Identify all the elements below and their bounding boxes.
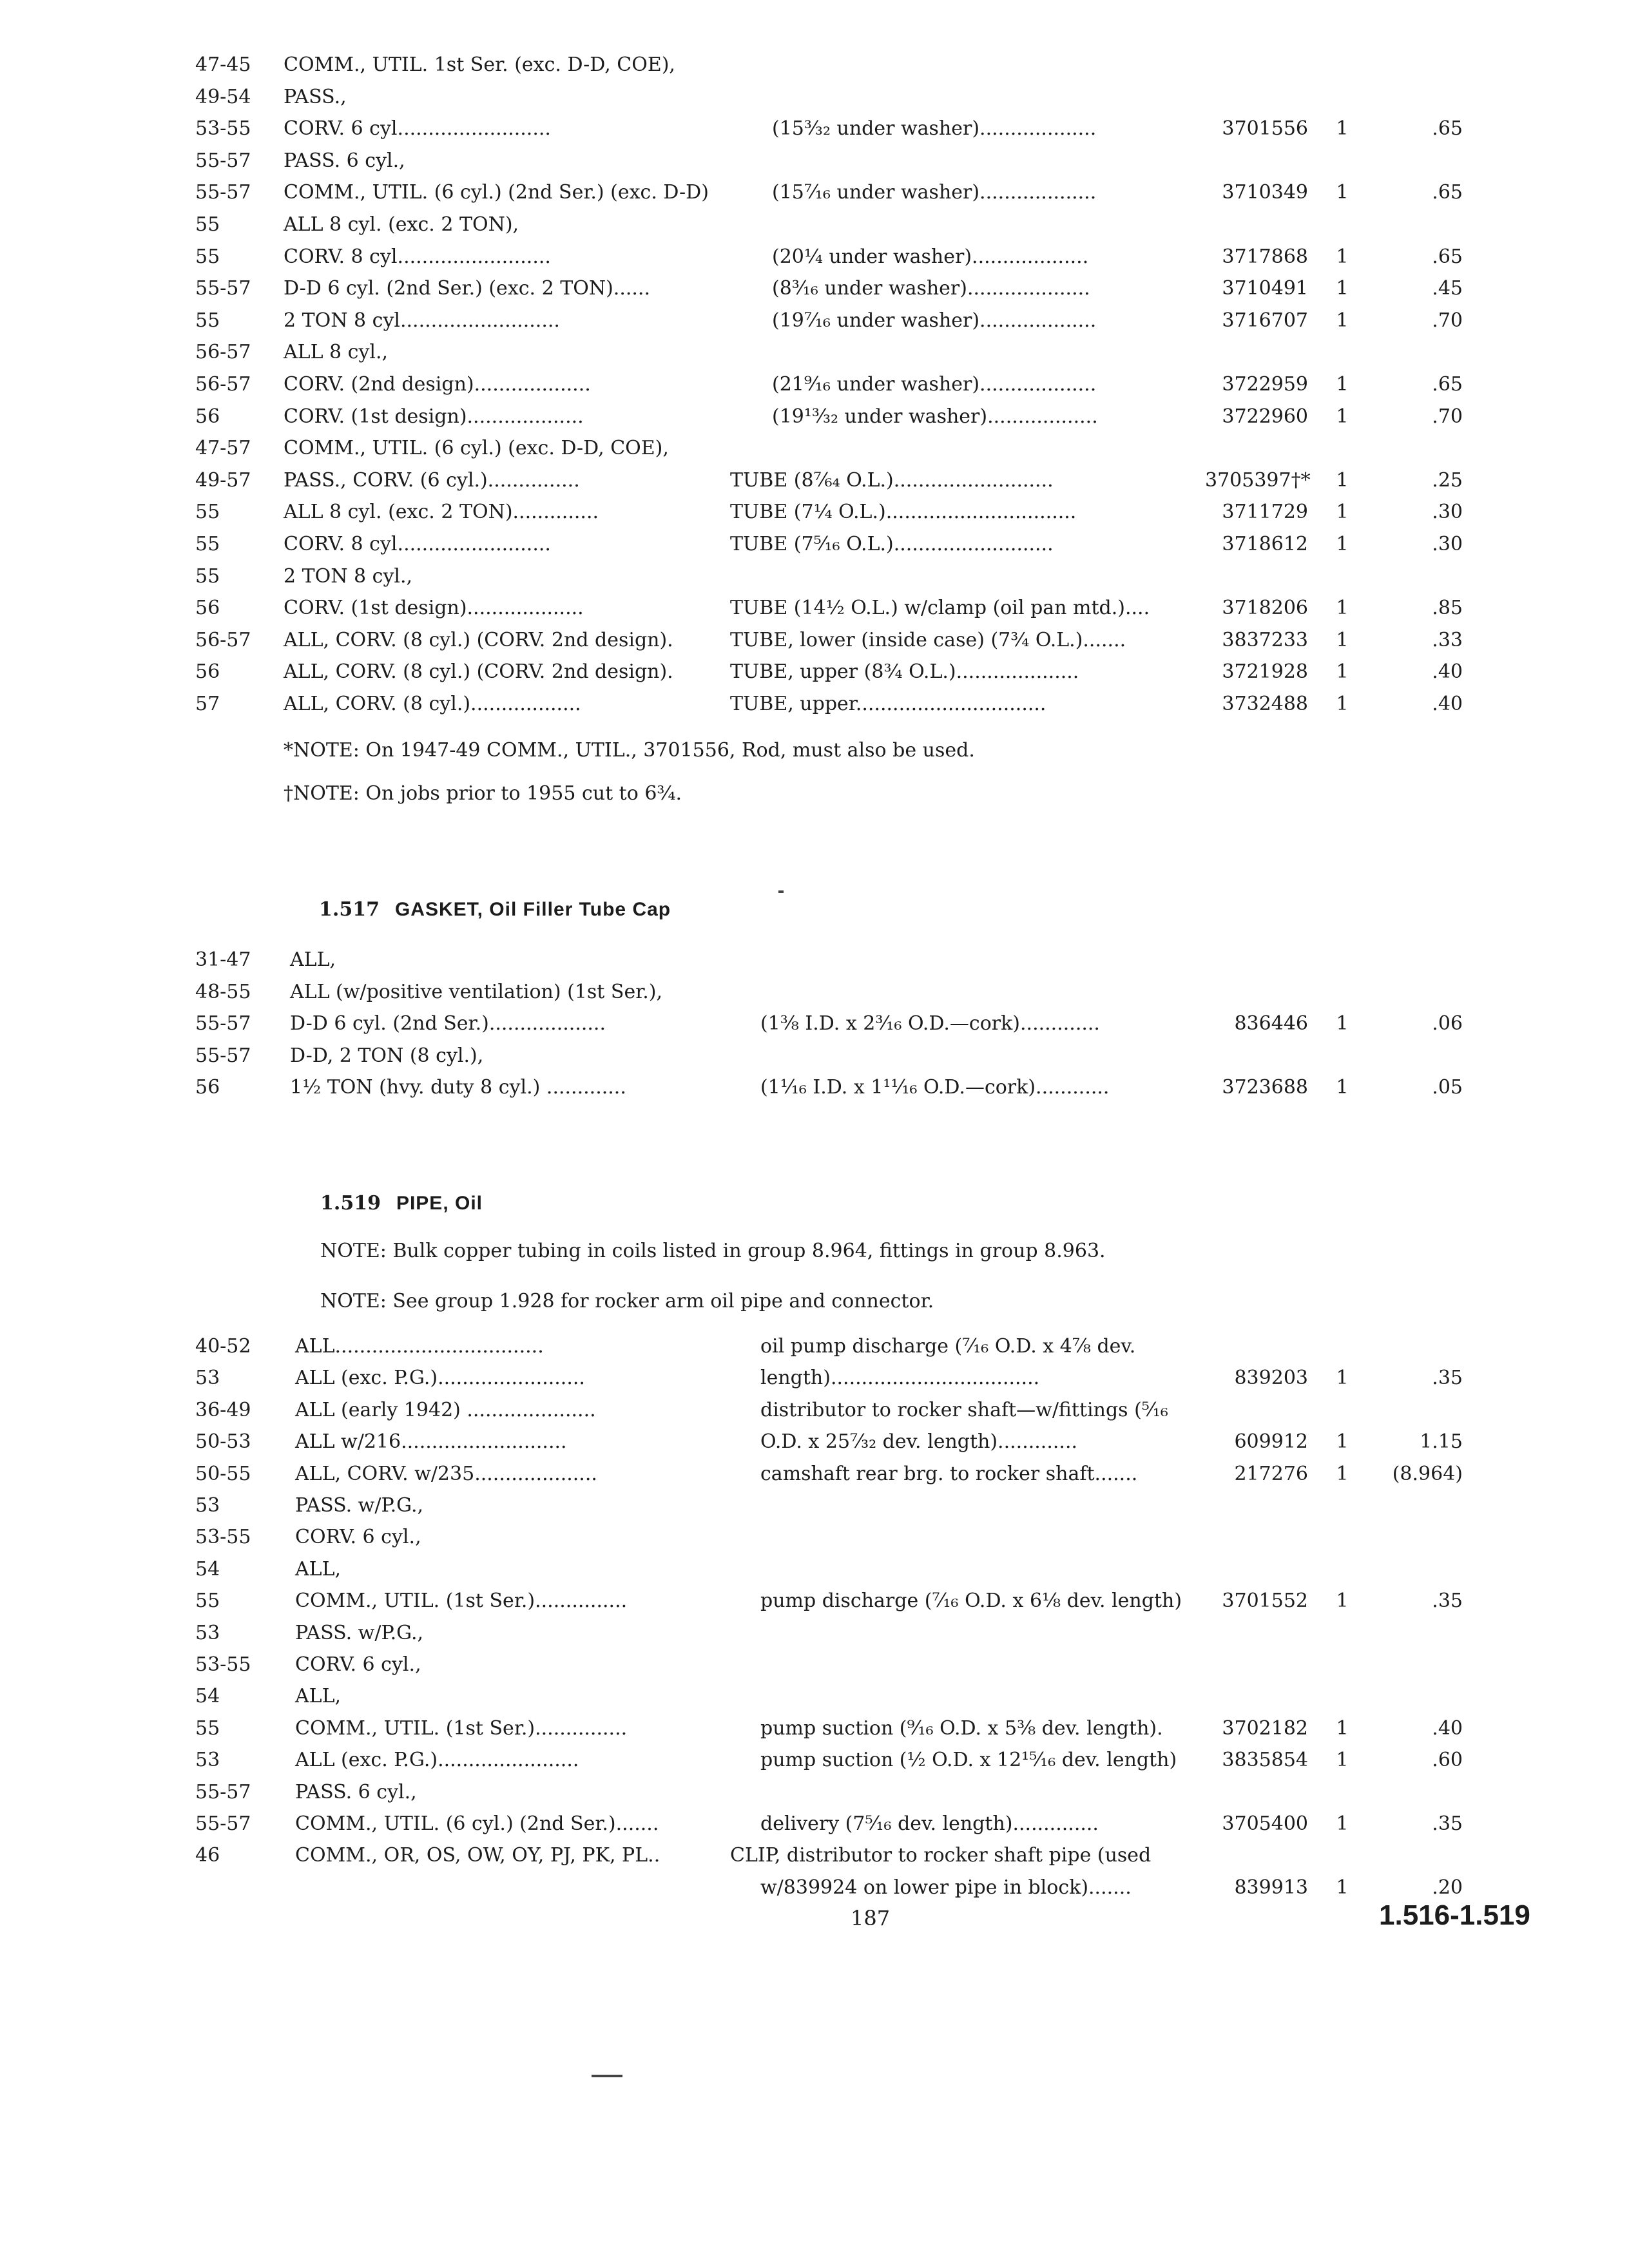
table-row: [0, 976, 1629, 1008]
year-cell: 55: [195, 245, 220, 268]
quantity-cell: 1: [1336, 277, 1349, 300]
table-row: [0, 432, 1629, 465]
part-number-cell: 609912: [1234, 1430, 1308, 1454]
part-number-cell: 3717868: [1222, 245, 1308, 268]
description-cell: pump discharge (⁷⁄₁₆ O.D. x 6⅛ dev. length): [760, 1590, 1182, 1613]
year-cell: 56: [195, 1076, 220, 1099]
price-cell: .40: [1432, 1716, 1463, 1740]
model-cell: CORV. (1st design)...................: [284, 405, 584, 428]
table-row: [0, 113, 1629, 145]
model-cell: D-D 6 cyl. (2nd Ser.) (exc. 2 TON)......: [284, 277, 651, 300]
table-row: [0, 1426, 1629, 1458]
description-cell: distributor to rocker shaft—w/fittings (⁵⁄₁₆: [760, 1398, 1168, 1421]
table-row: [0, 656, 1629, 688]
description-cell: (15⁷⁄₁₆ under washer)...................: [772, 181, 1097, 204]
price-cell: .60: [1432, 1749, 1463, 1772]
year-cell: 53: [195, 1367, 220, 1390]
description-cell: (1¹⁄₁₆ I.D. x 1¹¹⁄₁₆ O.D.—cork)............: [760, 1076, 1110, 1099]
year-cell: 50-55: [195, 1462, 251, 1485]
table-row: [0, 1040, 1629, 1072]
model-cell: COMM., UTIL. 1st Ser. (exc. D-D, COE),: [284, 53, 675, 76]
part-number-cell: 3705397†*: [1205, 468, 1311, 492]
model-cell: 1½ TON (hvy. duty 8 cyl.) .............: [290, 1076, 626, 1099]
year-cell: 53: [195, 1621, 220, 1644]
model-cell: ALL 8 cyl. (exc. 2 TON)..............: [284, 501, 599, 524]
table-row: [0, 1744, 1629, 1776]
quantity-cell: 1: [1336, 309, 1349, 332]
year-cell: 47-57: [195, 437, 251, 460]
model-cell: PASS. w/P.G.,: [295, 1621, 424, 1644]
price-cell: .40: [1432, 660, 1463, 684]
year-cell: 55: [195, 213, 220, 236]
quantity-cell: 1: [1336, 1462, 1349, 1485]
year-cell: 57: [195, 693, 220, 715]
description-cell: length)..................................: [760, 1367, 1040, 1390]
part-number-cell: 3701556: [1222, 117, 1308, 140]
model-cell: ALL w/216...........................: [295, 1430, 567, 1454]
year-cell: 56: [195, 597, 220, 620]
price-cell: .70: [1432, 405, 1463, 428]
table-row: [0, 465, 1629, 497]
description-cell: pump suction (⁹⁄₁₆ O.D. x 5⅜ dev. length).: [760, 1716, 1163, 1740]
year-cell: 49-57: [195, 468, 251, 492]
table-row: [0, 1394, 1629, 1427]
price-cell: .45: [1432, 277, 1463, 300]
description-cell: TUBE (8⁷⁄₆₄ O.L.)..........................: [730, 468, 1054, 492]
scan-mark: [592, 2075, 622, 2077]
scan-mark: [778, 890, 784, 893]
year-cell: 56: [195, 660, 220, 684]
table-row: [0, 1490, 1629, 1522]
year-cell: 49-54: [195, 85, 251, 108]
price-cell: .35: [1432, 1367, 1463, 1390]
section-range: 1.516-1.519: [1379, 1899, 1530, 1931]
price-cell: .40: [1432, 693, 1463, 715]
table-row: [0, 1362, 1629, 1394]
description-cell: (21⁹⁄₁₆ under washer)...................: [772, 373, 1097, 396]
table-row: [0, 241, 1629, 273]
part-number-cell: 3702182: [1222, 1716, 1308, 1740]
table-row: [0, 944, 1629, 976]
price-cell: .65: [1432, 245, 1463, 268]
model-cell: ALL (exc. P.G.)........................: [295, 1367, 585, 1390]
table-row: [0, 688, 1629, 720]
year-cell: 55: [195, 564, 220, 588]
year-cell: 55-57: [195, 1044, 251, 1067]
model-cell: ALL..................................: [295, 1335, 544, 1358]
year-cell: 48-55: [195, 980, 251, 1003]
price-cell: .20: [1432, 1876, 1463, 1899]
description-cell: TUBE (14½ O.L.) w/clamp (oil pan mtd.)....: [730, 597, 1150, 620]
model-cell: PASS.,: [284, 85, 347, 108]
table-row: [0, 1649, 1629, 1681]
model-cell: ALL,: [290, 948, 336, 971]
table-row: [0, 1680, 1629, 1713]
note-bulk-tubing: NOTE: Bulk copper tubing in coils listed in group 8.964, fittings in group 8.963.: [320, 1240, 1106, 1262]
part-number-cell: 3701552: [1222, 1590, 1308, 1613]
section-title: PIPE, Oil: [396, 1193, 483, 1214]
quantity-cell: 1: [1336, 181, 1349, 204]
model-cell: COMM., UTIL. (1st Ser.)...............: [295, 1590, 628, 1613]
model-cell: COMM., UTIL. (6 cyl.) (2nd Ser.).......: [295, 1812, 659, 1835]
part-number-cell: 3705400: [1222, 1812, 1308, 1835]
model-cell: CORV. 6 cyl.,: [295, 1653, 421, 1676]
year-cell: 54: [195, 1557, 220, 1581]
table-row: [0, 561, 1629, 593]
price-cell: .30: [1432, 501, 1463, 524]
part-number-cell: 839203: [1234, 1367, 1308, 1390]
model-cell: ALL (early 1942) .....................: [295, 1398, 596, 1421]
model-cell: PASS., CORV. (6 cyl.)...............: [284, 468, 580, 492]
part-number-cell: 3716707: [1222, 309, 1308, 332]
table-row: [0, 145, 1629, 177]
description-cell: pump suction (½ O.D. x 12¹⁵⁄₁₆ dev. length): [760, 1749, 1177, 1772]
model-cell: ALL,: [295, 1685, 342, 1708]
description-cell: delivery (7⁵⁄₁₆ dev. length)..............: [760, 1812, 1099, 1835]
quantity-cell: 1: [1336, 1812, 1349, 1835]
year-cell: 56-57: [195, 373, 251, 396]
description-cell: w/839924 on lower pipe in block).......: [760, 1876, 1132, 1899]
year-cell: 31-47: [195, 948, 251, 971]
section-number: 1.517: [319, 898, 380, 921]
year-cell: 55: [195, 533, 220, 555]
description-cell: TUBE (7¼ O.L.)...............................: [730, 501, 1077, 524]
part-number-cell: 3710491: [1222, 277, 1308, 300]
table-row: [0, 528, 1629, 561]
model-cell: COMM., UTIL. (6 cyl.) (2nd Ser.) (exc. D-D): [284, 181, 709, 204]
model-cell: COMM., OR, OS, OW, OY, PJ, PK, PL..: [295, 1844, 660, 1867]
part-number-cell: 3718206: [1222, 597, 1308, 620]
model-cell: CORV. (2nd design)...................: [284, 373, 591, 396]
table-row: [0, 1808, 1629, 1840]
description-cell: CLIP, distributor to rocker shaft pipe (used: [730, 1844, 1152, 1867]
year-cell: 55-57: [195, 149, 251, 172]
section-number: 1.519: [320, 1192, 381, 1215]
quantity-cell: 1: [1336, 1590, 1349, 1613]
part-number-cell: 217276: [1234, 1462, 1308, 1485]
quantity-cell: 1: [1336, 245, 1349, 268]
model-cell: ALL, CORV. (8 cyl.) (CORV. 2nd design).: [284, 660, 673, 684]
model-cell: ALL (exc. P.G.).......................: [295, 1749, 579, 1772]
table-row: [0, 1713, 1629, 1745]
section-title: GASKET, Oil Filler Tube Cap: [394, 899, 671, 920]
table-row: [0, 336, 1629, 369]
model-cell: ALL 8 cyl.,: [284, 341, 389, 364]
quantity-cell: 1: [1336, 468, 1349, 492]
year-cell: 55-57: [195, 181, 251, 204]
description-cell: (19¹³⁄₃₂ under washer)..................: [772, 405, 1098, 428]
table-row: [0, 177, 1629, 209]
model-cell: ALL 8 cyl. (exc. 2 TON),: [284, 213, 519, 236]
price-cell: .05: [1432, 1076, 1463, 1099]
year-cell: 53-55: [195, 1526, 251, 1549]
model-cell: PASS. w/P.G.,: [295, 1494, 424, 1517]
year-cell: 55: [195, 501, 220, 524]
year-cell: 55-57: [195, 1812, 251, 1835]
model-cell: ALL, CORV. (8 cyl.) (CORV. 2nd design).: [284, 628, 673, 651]
description-cell: TUBE, lower (inside case) (7¾ O.L.).......: [730, 628, 1126, 651]
model-cell: D-D, 2 TON (8 cyl.),: [290, 1044, 484, 1067]
description-cell: O.D. x 25⁷⁄₃₂ dev. length).............: [760, 1430, 1078, 1454]
price-cell: .25: [1432, 468, 1463, 492]
quantity-cell: 1: [1336, 693, 1349, 715]
quantity-cell: 1: [1336, 533, 1349, 555]
table-row: [0, 49, 1629, 81]
year-cell: 46: [195, 1844, 220, 1867]
model-cell: ALL, CORV. (8 cyl.)..................: [284, 693, 581, 715]
description-cell: TUBE, upper...............................: [730, 693, 1046, 715]
year-cell: 56: [195, 405, 220, 428]
page-number: 187: [851, 1906, 891, 1930]
quantity-cell: 1: [1336, 1749, 1349, 1772]
table-row: [0, 1585, 1629, 1617]
quantity-cell: 1: [1336, 628, 1349, 651]
table-row: [0, 81, 1629, 113]
year-cell: 55: [195, 1716, 220, 1740]
description-cell: TUBE (7⁵⁄₁₆ O.L.)..........................: [730, 533, 1054, 555]
part-number-cell: 3723688: [1222, 1076, 1308, 1099]
table-row: [0, 273, 1629, 305]
part-number-cell: 3721928: [1222, 660, 1308, 684]
table-row: [0, 1776, 1629, 1809]
price-cell: .33: [1432, 628, 1463, 651]
model-cell: ALL (w/positive ventilation) (1st Ser.),: [290, 980, 663, 1003]
year-cell: 54: [195, 1685, 220, 1708]
part-number-cell: 3710349: [1222, 181, 1308, 204]
table-row: [0, 209, 1629, 241]
model-cell: CORV. 8 cyl.........................: [284, 245, 551, 268]
table-row: [0, 1617, 1629, 1649]
year-cell: 56-57: [195, 341, 251, 364]
year-cell: 53-55: [195, 1653, 251, 1676]
table-row: [0, 1521, 1629, 1553]
quantity-cell: 1: [1336, 1367, 1349, 1390]
table-row: [0, 369, 1629, 401]
quantity-cell: 1: [1336, 1716, 1349, 1740]
year-cell: 47-45: [195, 53, 251, 76]
year-cell: 50-53: [195, 1430, 251, 1454]
part-number-cell: 3837233: [1222, 628, 1308, 651]
model-cell: ALL,: [295, 1557, 342, 1581]
year-cell: 55-57: [195, 1012, 251, 1035]
description-cell: (20¼ under washer)...................: [772, 245, 1089, 268]
quantity-cell: 1: [1336, 1430, 1349, 1454]
quantity-cell: 1: [1336, 1076, 1349, 1099]
price-cell: .70: [1432, 309, 1463, 332]
price-cell: 1.15: [1420, 1430, 1463, 1454]
part-number-cell: 3732488: [1222, 693, 1308, 715]
model-cell: CORV. 6 cyl.,: [295, 1526, 421, 1549]
table-row: [0, 1553, 1629, 1586]
table-row: [0, 592, 1629, 624]
year-cell: 40-52: [195, 1335, 251, 1358]
price-cell: .65: [1432, 373, 1463, 396]
table-row: [0, 305, 1629, 337]
price-cell: .65: [1432, 117, 1463, 140]
model-cell: PASS. 6 cyl.,: [295, 1780, 417, 1803]
year-cell: 55-57: [195, 1780, 251, 1803]
price-cell: .35: [1432, 1812, 1463, 1835]
description-cell: (1⅜ I.D. x 2³⁄₁₆ O.D.—cork).............: [760, 1012, 1100, 1035]
description-cell: camshaft rear brg. to rocker shaft.......: [760, 1462, 1138, 1485]
table-row: [0, 1458, 1629, 1490]
part-number-cell: 836446: [1234, 1012, 1308, 1035]
year-cell: 53: [195, 1494, 220, 1517]
note-cut: †NOTE: On jobs prior to 1955 cut to 6¾.: [284, 782, 682, 805]
price-cell: .30: [1432, 533, 1463, 555]
description-cell: (19⁷⁄₁₆ under washer)...................: [772, 309, 1097, 332]
part-number-cell: 3722960: [1222, 405, 1308, 428]
model-cell: PASS. 6 cyl.,: [284, 149, 405, 172]
part-number-cell: 3835854: [1222, 1749, 1308, 1772]
quantity-cell: 1: [1336, 117, 1349, 140]
table-row: [0, 624, 1629, 657]
table-row: [0, 1840, 1629, 1872]
year-cell: 53-55: [195, 117, 251, 140]
year-cell: 55: [195, 309, 220, 332]
part-number-cell: 3711729: [1222, 501, 1308, 524]
year-cell: 55: [195, 1590, 220, 1613]
description-cell: (8³⁄₁₆ under washer)....................: [772, 277, 1090, 300]
price-cell: .85: [1432, 597, 1463, 620]
table-row: [0, 1072, 1629, 1104]
table-row: [0, 401, 1629, 433]
quantity-cell: 1: [1336, 660, 1349, 684]
price-cell: .35: [1432, 1590, 1463, 1613]
model-cell: ALL, CORV. w/235....................: [295, 1462, 597, 1485]
model-cell: D-D 6 cyl. (2nd Ser.)...................: [290, 1012, 606, 1035]
model-cell: CORV. (1st design)...................: [284, 597, 584, 620]
model-cell: CORV. 8 cyl.........................: [284, 533, 551, 555]
price-cell: (8.964): [1392, 1462, 1463, 1485]
quantity-cell: 1: [1336, 405, 1349, 428]
price-cell: .06: [1432, 1012, 1463, 1035]
model-cell: 2 TON 8 cyl.,: [284, 564, 413, 588]
quantity-cell: 1: [1336, 597, 1349, 620]
note-rocker-arm: NOTE: See group 1.928 for rocker arm oil pipe and connector.: [320, 1290, 934, 1312]
model-cell: COMM., UTIL. (6 cyl.) (exc. D-D, COE),: [284, 437, 669, 460]
year-cell: 53: [195, 1749, 220, 1772]
part-number-cell: 3718612: [1222, 533, 1308, 555]
year-cell: 55-57: [195, 277, 251, 300]
quantity-cell: 1: [1336, 1012, 1349, 1035]
table-row: [0, 496, 1629, 528]
quantity-cell: 1: [1336, 373, 1349, 396]
section-heading-1519: [320, 1189, 483, 1218]
price-cell: .65: [1432, 181, 1463, 204]
year-cell: 56-57: [195, 628, 251, 651]
description-cell: TUBE, upper (8¾ O.L.)....................: [730, 660, 1079, 684]
model-cell: 2 TON 8 cyl..........................: [284, 309, 560, 332]
year-cell: 36-49: [195, 1398, 251, 1421]
model-cell: COMM., UTIL. (1st Ser.)...............: [295, 1716, 628, 1740]
part-number-cell: 3722959: [1222, 373, 1308, 396]
description-cell: (15³⁄₃₂ under washer)...................: [772, 117, 1097, 140]
section-heading-1517: [319, 896, 671, 924]
quantity-cell: 1: [1336, 1876, 1349, 1899]
part-number-cell: 839913: [1234, 1876, 1308, 1899]
quantity-cell: 1: [1336, 501, 1349, 524]
model-cell: CORV. 6 cyl.........................: [284, 117, 551, 140]
table-row: [0, 1331, 1629, 1363]
description-cell: oil pump discharge (⁷⁄₁₆ O.D. x 4⅞ dev.: [760, 1335, 1136, 1358]
table-row: [0, 1008, 1629, 1040]
note-rod: *NOTE: On 1947-49 COMM., UTIL., 3701556, Rod, must also be used.: [284, 739, 975, 762]
